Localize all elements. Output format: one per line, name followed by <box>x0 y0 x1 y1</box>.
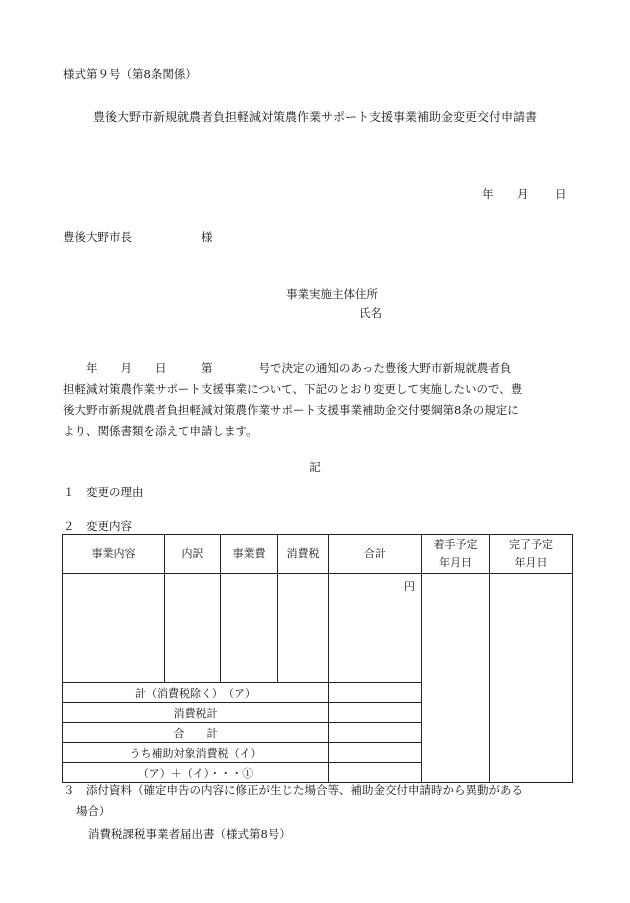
header-start-date: 着手予定 年月日 <box>422 535 490 574</box>
summary-value-eligible-tax[interactable] <box>329 743 422 763</box>
summary-label-tax-total: 消費税計 <box>63 703 329 723</box>
addressee-name: 豊後大野市長 <box>63 230 132 244</box>
header-end-date: 完了予定 年月日 <box>490 535 573 574</box>
applicant-address-label: 事業実施主体住所 <box>286 287 378 301</box>
header-jigyohi: 事業費 <box>221 535 278 574</box>
cell-gokei-yen[interactable]: 円 <box>329 574 422 683</box>
header-jigyo-naiyo: 事業内容 <box>63 535 165 574</box>
summary-label-subtotal: 計（消費税除く） （ア） <box>63 683 329 703</box>
header-uchiwake: 内訳 <box>165 535 221 574</box>
cell-shohizei[interactable] <box>278 574 329 683</box>
form-number: 様式第９号（第8条関係） <box>63 67 197 81</box>
body-line: より、関係書類を添えて申請します。 <box>63 424 258 438</box>
summary-label-formula: （ア）＋（イ）・・・① <box>63 763 329 783</box>
section1-heading: １ 変更の理由 <box>63 485 144 499</box>
change-content-table <box>62 534 573 783</box>
document-title: 豊後大野市新規就農者負担軽減対策農作業サポート支援事業補助金変更交付申請書 <box>92 110 537 124</box>
header-gokei: 合計 <box>329 535 422 574</box>
date-year-label: 年 <box>482 187 494 201</box>
cell-jigyo-naiyo[interactable] <box>63 574 165 683</box>
body-line: 年 月 日 第 号で決定の通知のあった豊後大野市新規就農者負 <box>63 361 512 375</box>
ki-heading: 記 <box>309 460 321 474</box>
summary-value-grand-total[interactable] <box>329 723 422 743</box>
cell-start-date[interactable] <box>422 574 490 783</box>
body-line: 後大野市新規就農者負担軽減対策農作業サポート支援事業補助金交付要綱第8条の規定に <box>63 403 519 417</box>
date-month-label: 月 <box>517 187 529 201</box>
section3-heading: ３ 添付資料（確定申告の内容に修正が生じた場合等、補助金交付申請時から異動がある <box>63 783 523 797</box>
section2-heading: ２ 変更内容 <box>63 519 132 533</box>
summary-label-eligible-tax: うち補助対象消費税（イ） <box>63 743 329 763</box>
cell-jigyohi[interactable] <box>221 574 278 683</box>
body-line: 担軽減対策農作業サポート支援事業について、下記のとおり変更して実施したいので、豊 <box>63 382 523 396</box>
body-text <box>63 358 569 442</box>
attachment-item: 消費税課税事業者届出書（様式第8号） <box>88 827 291 841</box>
summary-value-subtotal[interactable] <box>329 683 422 703</box>
applicant-name-label: 氏名 <box>359 306 382 320</box>
cell-end-date[interactable] <box>490 574 573 783</box>
section3-heading-cont: 場合） <box>76 804 111 818</box>
header-shohizei: 消費税 <box>278 535 329 574</box>
summary-value-formula[interactable] <box>329 763 422 783</box>
summary-value-tax-total[interactable] <box>329 703 422 723</box>
date-day-label: 日 <box>555 187 567 201</box>
addressee-honorific: 様 <box>201 230 213 244</box>
cell-uchiwake[interactable] <box>165 574 221 683</box>
summary-label-grand-total: 合 計 <box>63 723 329 743</box>
